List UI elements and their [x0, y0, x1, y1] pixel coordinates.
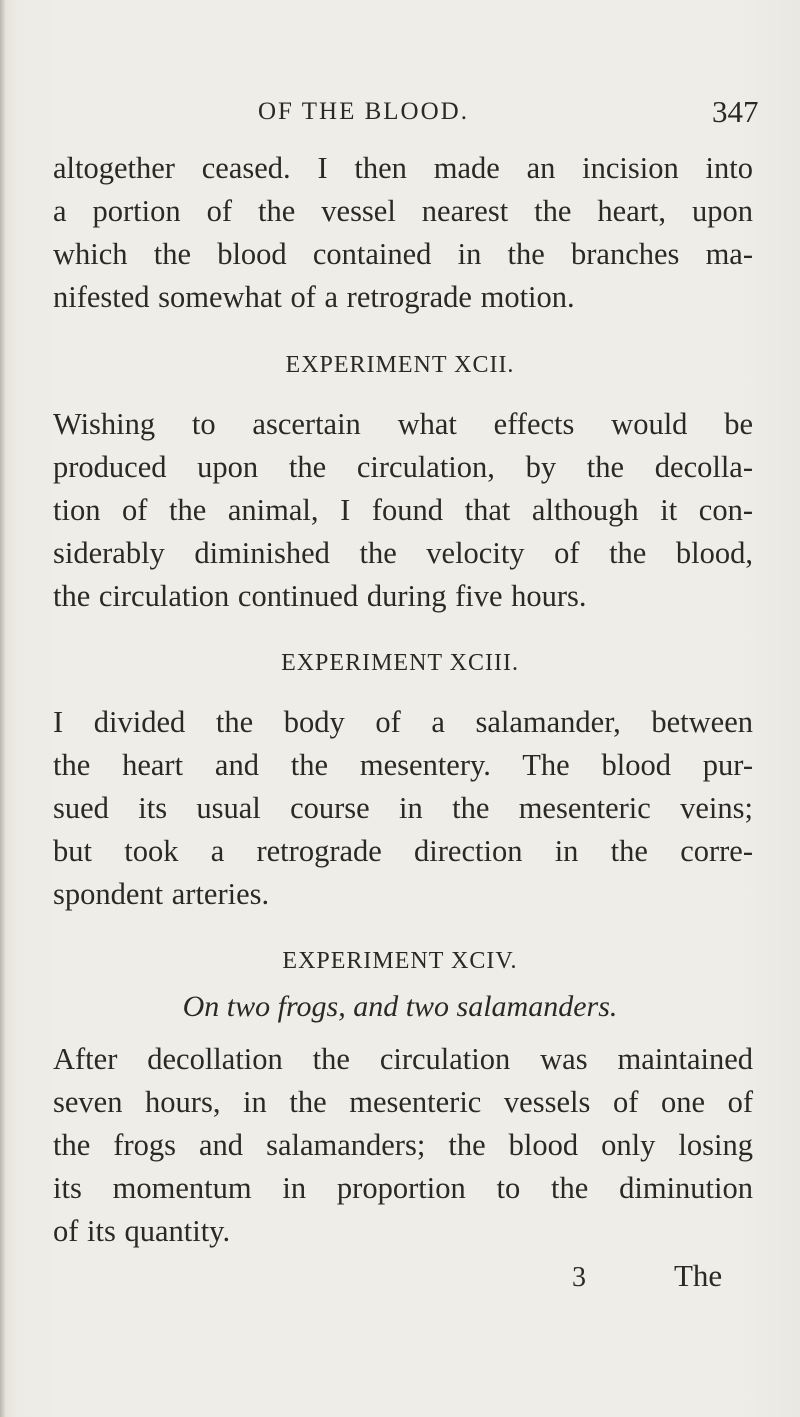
text-line: which the blood contained in the branches ma-	[53, 237, 753, 271]
text-line: the frogs and salamanders; the blood only losing	[53, 1128, 753, 1162]
text-line: a portion of the vessel nearest the heart, upon	[53, 194, 753, 228]
experiment-xciii-heading: EXPERIMENT XCIII.	[281, 650, 519, 676]
text-line: of its quantity.	[53, 1214, 231, 1248]
page-number: 347	[712, 94, 759, 129]
text-line: sued its usual course in the mesenteric veins;	[53, 791, 753, 825]
text-line: spondent arteries.	[53, 877, 270, 911]
text-line: tion of the animal, I found that although it con-	[53, 493, 753, 527]
text-line: its momentum in proportion to the diminution	[53, 1171, 753, 1205]
text-line: After decollation the circulation was maintained	[53, 1042, 753, 1076]
text-line: Wishing to ascertain what effects would be	[53, 407, 753, 441]
text-line: the circulation continued during five hours.	[53, 579, 587, 613]
running-head: OF THE BLOOD.	[258, 98, 469, 125]
text-line: the heart and the mesentery. The blood pur-	[53, 748, 753, 782]
text-line: but took a retrograde direction in the corre-	[53, 834, 753, 868]
page-header	[0, 94, 800, 138]
text-line: siderably diminished the velocity of the blood,	[53, 536, 753, 570]
experiment-xciv-heading: EXPERIMENT XCIV.	[282, 948, 518, 974]
text-line: seven hours, in the mesenteric vessels of one of	[53, 1085, 753, 1119]
text-line: altogether ceased. I then made an incision into	[53, 151, 753, 185]
catchword: The	[674, 1258, 723, 1293]
signature-mark: 3	[572, 1262, 586, 1293]
experiment-xcii-heading: EXPERIMENT XCII.	[285, 352, 515, 378]
text-line: I divided the body of a salamander, between	[53, 705, 753, 739]
text-line: produced upon the circulation, by the decolla-	[53, 450, 753, 484]
experiment-xciv-subheading: On two frogs, and two salamanders.	[182, 990, 618, 1023]
text-line: nifested somewhat of a retrograde motion.	[53, 280, 575, 314]
